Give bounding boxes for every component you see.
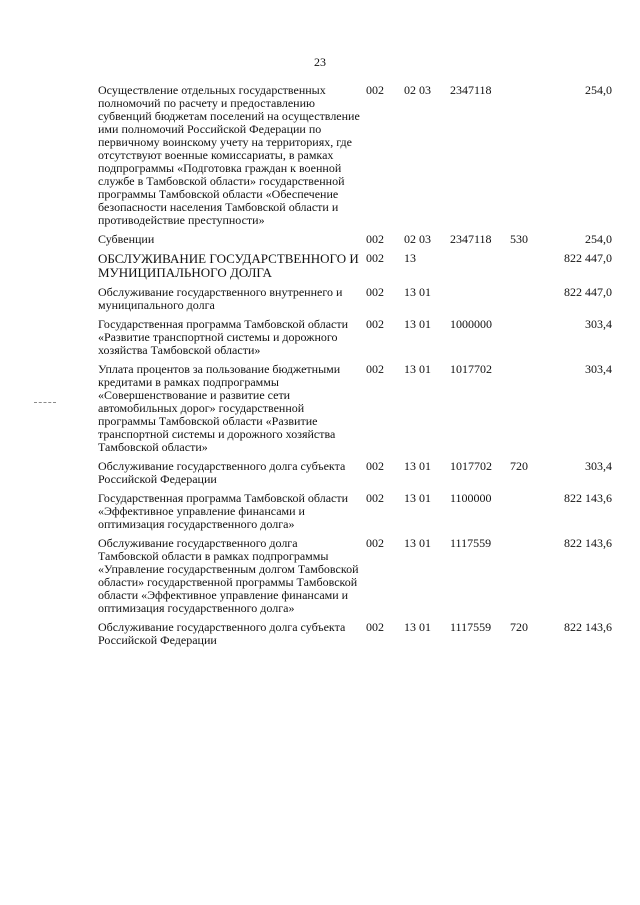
section-code: 02 03 (404, 83, 431, 97)
expense-type-code: 530 (510, 232, 528, 246)
ministry-code: 002 (366, 459, 384, 473)
page-number: 23 (314, 55, 326, 69)
row-description: ОБСЛУЖИВАНИЕ ГОСУДАРСТВЕННОГО И МУНИЦИПАЛЬНОГО ДОЛГА (98, 251, 359, 280)
expense-type-code (510, 252, 540, 286)
expense-type-code (510, 318, 540, 363)
target-code: 2347118 (450, 83, 492, 97)
expense-type-code (510, 84, 540, 233)
amount: 303,4 (585, 459, 612, 473)
target-code: 2347118 (450, 232, 492, 246)
amount: 822 143,6 (564, 491, 612, 505)
expense-type-code (510, 286, 540, 318)
ministry-code: 002 (366, 317, 384, 331)
table-row (98, 492, 612, 537)
target-code: 1017702 (450, 459, 492, 473)
expense-type-code (510, 492, 540, 537)
table-row (98, 363, 612, 460)
row-description: Обслуживание государственного долга субъекта Российской Федерации (98, 459, 346, 486)
amount: 822 143,6 (564, 620, 612, 634)
row-description: Уплата процентов за пользование бюджетными кредитами в рамках подпрограммы «Совершенствование и развитие сети автомобильных дорог» государственной программы Тамбовской области «Развитие транспортной системы и дорожного хозяйства Тамбовской области» (98, 362, 341, 454)
expense-type-code (510, 363, 540, 460)
ministry-code: 002 (366, 491, 384, 505)
target-code: 1017702 (450, 362, 492, 376)
ministry-code: 002 (366, 285, 384, 299)
ministry-code: 002 (366, 232, 384, 246)
section-code: 13 (404, 251, 416, 265)
ministry-code: 002 (366, 536, 384, 550)
expense-type-code: 720 (510, 620, 528, 634)
section-code: 13 01 (404, 285, 431, 299)
ministry-code: 002 (366, 251, 384, 265)
section-code: 13 01 (404, 317, 431, 331)
section-code: 13 01 (404, 620, 431, 634)
row-description: Обслуживание государственного внутреннего и муниципального долга (98, 285, 343, 312)
section-code: 02 03 (404, 232, 431, 246)
amount: 822 447,0 (564, 251, 612, 265)
table-row (98, 460, 612, 492)
target-code: 1117559 (450, 620, 492, 634)
row-description: Государственная программа Тамбовской области «Развитие транспортной системы и дорожного хозяйства Тамбовской области» (98, 317, 349, 357)
table-row (98, 252, 612, 286)
table-row (98, 537, 612, 621)
row-description: Субвенции (98, 232, 155, 246)
table-row (98, 318, 612, 363)
expense-type-code: 720 (510, 459, 528, 473)
section-code: 13 01 (404, 459, 431, 473)
target-code (444, 286, 510, 318)
amount: 822 143,6 (564, 536, 612, 550)
target-code: 1117559 (450, 536, 492, 550)
expense-type-code (510, 537, 540, 621)
target-code (444, 252, 510, 286)
scan-mark (34, 402, 56, 404)
table-row (98, 84, 612, 233)
ministry-code: 002 (366, 83, 384, 97)
table-row (98, 233, 612, 252)
amount: 303,4 (585, 317, 612, 331)
section-code: 13 01 (404, 536, 431, 550)
target-code: 1100000 (450, 491, 492, 505)
ministry-code: 002 (366, 362, 384, 376)
row-description: Обслуживание государственного долга Тамбовской области в рамках подпрограммы «Управление государственным долгом Тамбовской области» государственной программы Тамбовской области «Эффективное управление финансами и оптимизация государственного долга» (98, 536, 359, 615)
ministry-code: 002 (366, 620, 384, 634)
row-description: Обслуживание государственного долга субъекта Российской Федерации (98, 620, 346, 647)
amount: 254,0 (585, 232, 612, 246)
table-row (98, 621, 612, 653)
row-description: Осуществление отдельных государственных полномочий по расчету и предоставлению субвенций бюджетам поселений на осуществление ими полномочий Российской Федерации по первичному воинскому учету на территориях, где отсутствуют военные комиссариаты, в рамках подпрограммы «Подготовка граждан к военной службе в Тамбовской области» государственной программы Тамбовской области «Обеспечение безопасности населения Тамбовской области и противодействие преступности» (98, 83, 360, 227)
amount: 822 447,0 (564, 285, 612, 299)
section-code: 13 01 (404, 362, 431, 376)
table-row (98, 286, 612, 318)
amount: 254,0 (585, 83, 612, 97)
target-code: 1000000 (450, 317, 492, 331)
budget-table (98, 84, 612, 653)
row-description: Государственная программа Тамбовской области «Эффективное управление финансами и оптимизация государственного долга» (98, 491, 349, 531)
amount: 303,4 (585, 362, 612, 376)
section-code: 13 01 (404, 491, 431, 505)
